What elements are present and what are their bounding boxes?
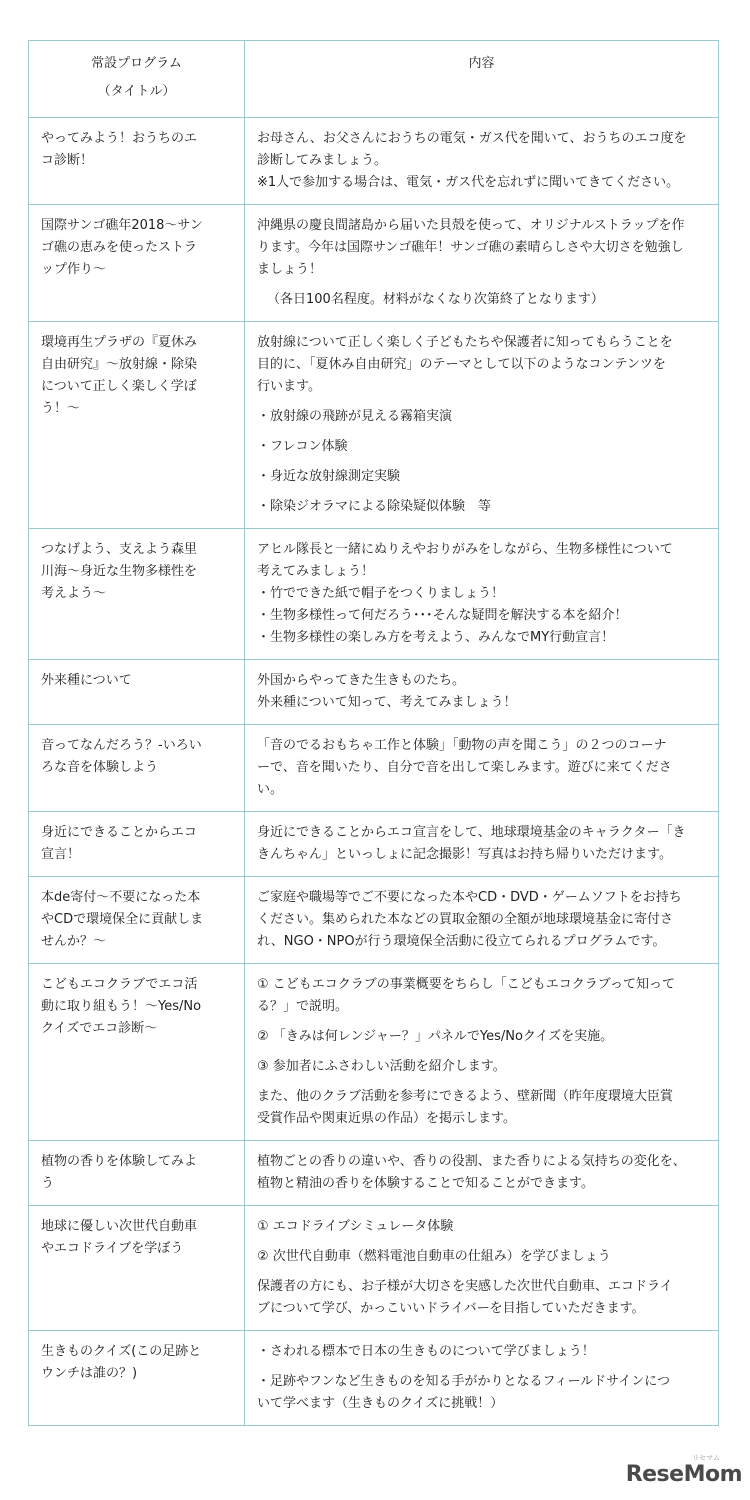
program-title-cell bbox=[29, 118, 245, 205]
program-description-line: ください。集められた本などの買取金額の全額が地球環境基金に寄付さ bbox=[257, 912, 674, 927]
program-title-line: せんか？〜 bbox=[41, 934, 107, 949]
program-title-cell bbox=[29, 660, 245, 725]
program-title-line: 生きものクイズ(この足跡と bbox=[41, 1344, 202, 1359]
program-description-cell bbox=[245, 205, 719, 322]
program-description-line: 診断してみましょう。 bbox=[257, 153, 388, 168]
table-row bbox=[29, 660, 719, 725]
header-content-column bbox=[245, 41, 719, 118]
program-description-line: 身近にできることからエコ宣言をして、地球環境基金のキャラクター「き bbox=[257, 825, 686, 840]
program-description-cell bbox=[245, 322, 719, 529]
program-description-line: 外来種について知って、考えてみましょう！ bbox=[257, 695, 517, 710]
program-title-line: コ診断！ bbox=[41, 153, 94, 168]
program-description-line: 放射線について正しく楽しく子どもたちや保護者に知ってもらうことを bbox=[257, 335, 673, 350]
program-description-line: 「音のでるおもちゃ工作と体験」「動物の声を聞こう」の２つのコーナ bbox=[257, 738, 667, 753]
program-description-line: ・さわれる標本で日本の生きものについて学びましょう！ bbox=[257, 1344, 595, 1359]
program-description-line: 沖縄県の慶良間諸島から届いた貝殻を使って、オリジナルストラップを作 bbox=[257, 218, 685, 233]
program-description-line: ② 次世代自動車（燃料電池自動車の仕組み）を学びましょう bbox=[257, 1249, 611, 1264]
program-title-line: ウンチは誰の？) bbox=[41, 1366, 138, 1381]
program-description-line: ・足跡やフンなど生きものを知る手がかりとなるフィールドサインにつ bbox=[257, 1374, 671, 1389]
program-title-cell bbox=[29, 205, 245, 322]
program-description-line: ご家庭や職場等でご不要になった本やCD・DVD・ゲームソフトをお持ち bbox=[257, 890, 682, 905]
program-title-line: 本de寄付〜不要になった本 bbox=[41, 890, 201, 905]
program-title-line: について正しく楽しく学ぼ bbox=[41, 379, 197, 394]
program-description-cell bbox=[245, 660, 719, 725]
table-row bbox=[29, 812, 719, 877]
table-row bbox=[29, 1331, 719, 1426]
table-row bbox=[29, 205, 719, 322]
program-description-cell bbox=[245, 529, 719, 660]
table-row bbox=[29, 529, 719, 660]
program-title-line: ろな音を体験しよう bbox=[41, 760, 159, 775]
program-description-line: ・竹でできた紙で帽子をつくりましょう！ bbox=[257, 586, 505, 601]
program-description-line: れ、NGO・NPOが行う環境保全活動に役立てられるプログラムです。 bbox=[257, 934, 666, 949]
table-body bbox=[29, 118, 719, 1426]
program-description-line: お母さん、お父さんにおうちの電気・ガス代を聞いて、おうちのエコ度を bbox=[257, 131, 687, 146]
program-description-line: ① エコドライブシミュレータ体験 bbox=[257, 1219, 454, 1234]
program-description-line: 行います。 bbox=[257, 379, 321, 394]
program-title-cell bbox=[29, 322, 245, 529]
program-description-cell bbox=[245, 877, 719, 964]
resemom-logo: ReseMom bbox=[625, 1462, 742, 1487]
program-description-line: ります。今年は国際サンゴ礁年！サンゴ礁の素晴らしさや大切さを勉強し bbox=[257, 240, 684, 255]
program-title-line: 動に取り組もう！〜Yes/No bbox=[41, 999, 202, 1014]
program-title-cell bbox=[29, 1331, 245, 1426]
program-description-cell bbox=[245, 1141, 719, 1206]
program-title-line: 国際サンゴ礁年2018〜サン bbox=[41, 218, 203, 233]
program-description-line: 保護者の方にも、お子様が大切さを実感した次世代自動車、エコドライ bbox=[257, 1279, 673, 1294]
program-description-cell bbox=[245, 1331, 719, 1426]
program-title-line: 植物の香りを体験してみよ bbox=[41, 1154, 198, 1169]
program-description-cell bbox=[245, 812, 719, 877]
program-title-line: 宣言！ bbox=[41, 847, 81, 862]
table-row bbox=[29, 725, 719, 812]
program-description-line: ※1人で参加する場合は、電気・ガス代を忘れずに聞いてきてください。 bbox=[257, 175, 680, 190]
program-description-line: ② 「きみは何レンジャー？」パネルでYes/Noクイズを実施。 bbox=[257, 1029, 614, 1044]
program-description-line: ・身近な放射線測定実験 bbox=[257, 469, 401, 484]
program-description-line: 植物ごとの香りの違いや、香りの役割、また香りによる気持ちの変化を、 bbox=[257, 1154, 686, 1169]
program-description-line: い。 bbox=[257, 782, 284, 797]
program-description-line: ③ 参加者にふさわしい活動を紹介します。 bbox=[257, 1059, 506, 1074]
program-title-cell bbox=[29, 529, 245, 660]
program-title-line: 川海〜身近な生物多様性を bbox=[41, 564, 198, 579]
program-title-line: 考えよう〜 bbox=[41, 586, 107, 601]
table-row bbox=[29, 118, 719, 205]
table-row bbox=[29, 877, 719, 964]
program-title-line: クイズでエコ診断〜 bbox=[41, 1021, 158, 1036]
header-title-line1: 常設プログラム bbox=[91, 56, 182, 71]
program-title-line: 音ってなんだろう？-いろい bbox=[41, 738, 202, 753]
program-description-line: 植物と精油の香りを体験することで知ることができます。 bbox=[257, 1176, 594, 1191]
header-title-line2: （タイトル） bbox=[97, 84, 176, 99]
program-title-cell bbox=[29, 964, 245, 1141]
program-title-cell bbox=[29, 1141, 245, 1206]
program-description-line: ーで、音を聞いたり、自分で音を出して楽しみます。遊びに来てくださ bbox=[257, 760, 672, 775]
header-content-label: 内容 bbox=[468, 56, 495, 71]
program-description-cell bbox=[245, 725, 719, 812]
program-description-line: きんちゃん」といっしょに記念撮影！写真はお持ち帰りいただけます。 bbox=[257, 847, 672, 862]
header-title-column bbox=[29, 41, 245, 118]
program-title-line: う bbox=[41, 1176, 55, 1191]
table-row bbox=[29, 322, 719, 529]
program-title-line: ゴ礁の恵みを使ったストラ bbox=[41, 240, 198, 255]
program-description-line: ・除染ジオラマによる除染疑似体験 等 bbox=[257, 499, 492, 514]
program-title-line: 自由研究』〜放射線・除染 bbox=[41, 357, 198, 372]
table-row bbox=[29, 1206, 719, 1331]
program-title-line: 身近にできることからエコ bbox=[41, 825, 198, 840]
program-description-line: ・放射線の飛跡が見える霧箱実演 bbox=[257, 409, 453, 424]
table-header-row bbox=[29, 41, 719, 118]
program-description-line: （各日100名程度。材料がなくなり次第終了となります） bbox=[267, 292, 604, 307]
program-description-line: ましょう！ bbox=[257, 262, 323, 277]
program-description-line: る？」で説明。 bbox=[257, 999, 349, 1014]
program-description-line: 考えてみましょう！ bbox=[257, 564, 375, 579]
program-table bbox=[28, 40, 719, 1426]
program-title-cell bbox=[29, 1206, 245, 1331]
program-description-line: ① こどもエコクラブの事業概要をちらし「こどもエコクラブって知って bbox=[257, 977, 676, 992]
program-description-line: ・生物多様性の楽しみ方を考えよう、みんなでMY行動宣言！ bbox=[257, 630, 615, 645]
program-description-line: 外国からやってきた生きものたち。 bbox=[257, 673, 466, 688]
program-title-cell bbox=[29, 877, 245, 964]
program-title-line: やってみよう！おうちのエ bbox=[41, 131, 198, 146]
program-title-line: 外来種について bbox=[41, 673, 132, 688]
program-title-line: やエコドライブを学ぼう bbox=[41, 1241, 184, 1256]
program-table-container bbox=[28, 40, 719, 1426]
program-title-line: 地球に優しい次世代自動車 bbox=[41, 1219, 198, 1234]
program-title-line: やCDで環境保全に貢献しま bbox=[41, 912, 204, 927]
program-description-cell bbox=[245, 964, 719, 1141]
program-title-cell bbox=[29, 725, 245, 812]
program-description-cell bbox=[245, 1206, 719, 1331]
program-title-line: ップ作り〜 bbox=[41, 262, 107, 277]
program-description-line: 目的に、「夏休み自由研究」のテーマとして以下のようなコンテンツを bbox=[257, 357, 666, 372]
program-description-line: いて学べます（生きものクイズに挑戦！） bbox=[257, 1396, 504, 1411]
program-description-line: ブについて学び、かっこいいドライバーを目指していただきます。 bbox=[257, 1301, 645, 1316]
program-title-line: こどもエコクラブでエコ活 bbox=[41, 977, 198, 992]
program-description-line: ・生物多様性って何だろう･･･そんな疑問を解決する本を紹介！ bbox=[257, 608, 628, 623]
watermark-small-text: リセマム bbox=[692, 1454, 720, 1462]
program-title-line: 環境再生プラザの『夏休み bbox=[41, 335, 198, 350]
program-description-line: アヒル隊長と一緒にぬりえやおりがみをしながら、生物多様性について bbox=[257, 542, 673, 557]
table-row bbox=[29, 964, 719, 1141]
program-description-line: 受賞作品や関東近県の作品）を掲示します。 bbox=[257, 1111, 516, 1126]
program-description-cell bbox=[245, 118, 719, 205]
program-description-line: ・フレコン体験 bbox=[257, 439, 348, 454]
program-title-line: つなげよう、支えよう森里 bbox=[41, 542, 198, 557]
program-title-cell bbox=[29, 812, 245, 877]
table-row bbox=[29, 1141, 719, 1206]
program-title-line: う！〜 bbox=[41, 401, 81, 416]
program-description-line: また、他のクラブ活動を参考にできるよう、壁新聞（昨年度環境大臣賞 bbox=[257, 1089, 674, 1104]
